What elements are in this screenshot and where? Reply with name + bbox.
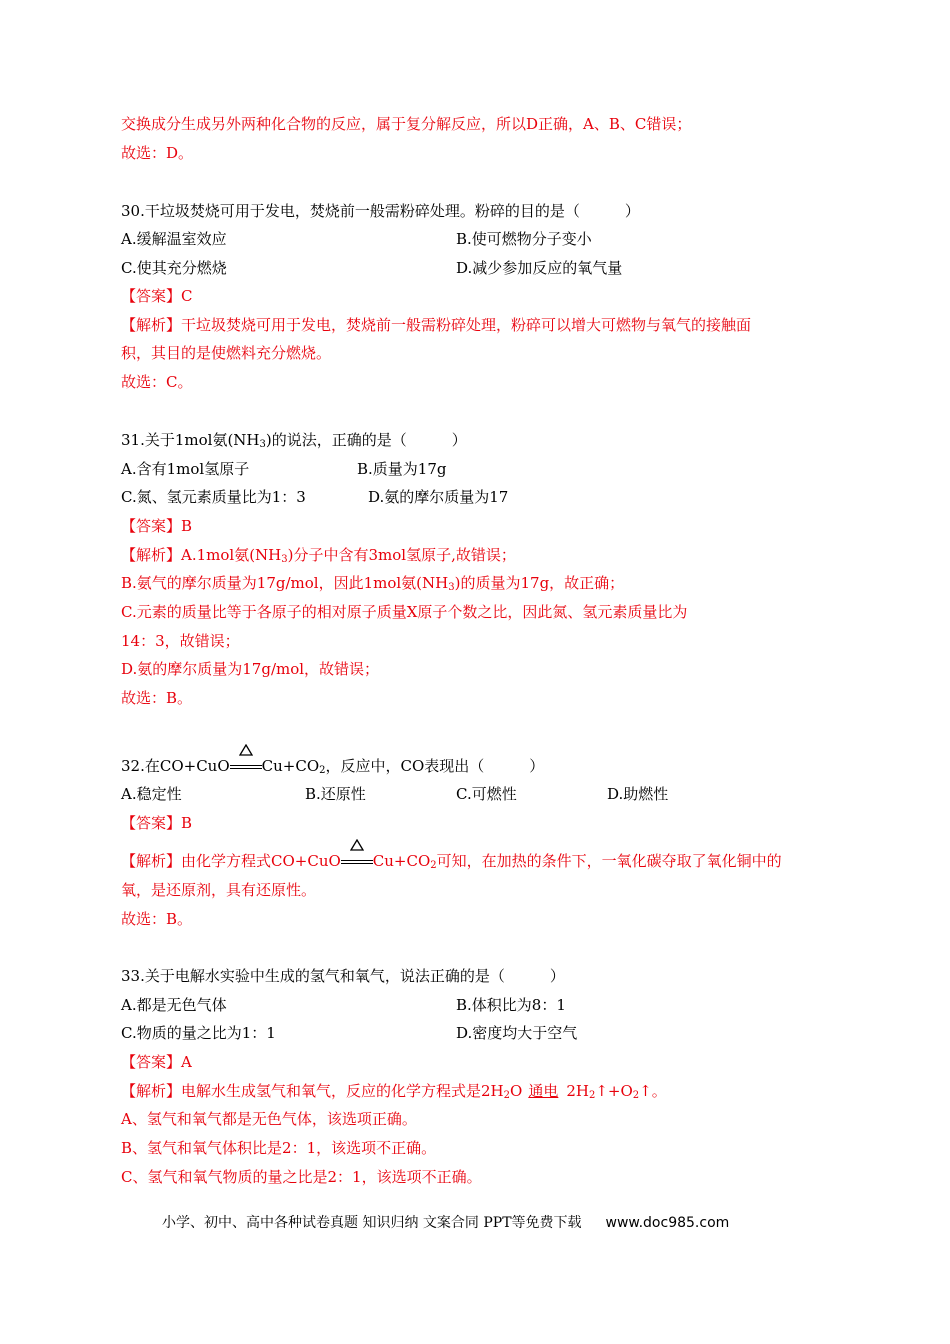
q33-explanation-1: 【解析】电解水生成氢气和氧气，反应的化学方程式是$2H_2O$ 通电 $2H_2↑+O_2↑$。: [121, 1082, 667, 1101]
q30-explanation-1: 【解析】干垃圾焚烧可用于发电，焚烧前一般需粉碎处理，粉碎可以增大可燃物与氧气的接触面: [121, 316, 752, 334]
q32-option-d: D.助燃性: [607, 785, 669, 803]
footer-site-link[interactable]: www.doc985.com: [605, 1215, 730, 1231]
q30-explanation-2: 积，其目的是使燃料充分燃烧。: [121, 344, 332, 362]
q31-explanation-4: 14：3，故错误；: [121, 632, 240, 650]
q32-choose: 故选：B。: [121, 910, 193, 928]
q33-explanation-c: C、氢气和氧气物质的量之比是2：1，该选项不正确。: [121, 1168, 482, 1186]
heat-triangle-icon: [350, 839, 364, 851]
q32-answer: 【答案】B: [121, 814, 193, 832]
q30-answer: 【答案】C: [121, 287, 193, 305]
q31-answer: 【答案】B: [121, 517, 193, 535]
prev-choose-line: 故选：D。: [121, 144, 194, 162]
q31-option-d: D.氨的摩尔质量为17: [368, 488, 509, 506]
q31-explanation-5: D.氨的摩尔质量为17g/mol，故错误；: [121, 660, 380, 678]
q30-option-d: D.减少参加反应的氧气量: [456, 259, 623, 277]
q32-explanation-2: 氧，是还原剂，具有还原性。: [121, 881, 317, 899]
q33-option-b: B.体积比为8：1: [456, 996, 566, 1014]
q33-answer: 【答案】A: [121, 1053, 192, 1071]
q32-option-c: C.可燃性: [456, 785, 517, 803]
q33-option-c: C.物质的量之比为1：1: [121, 1024, 276, 1042]
q30-option-c: C.使其充分燃烧: [121, 259, 227, 277]
q30-choose: 故选：C。: [121, 373, 193, 391]
q31-explanation-1: 【解析】A.1mol氨$(NH_3)$分子中含有3mol氢原子,故错误；: [121, 546, 516, 565]
q31-option-b: B.质量为17g: [357, 460, 447, 478]
q30-option-b: B.使可燃物分子变小: [456, 230, 592, 248]
footer-text: 小学、初中、高中各种试卷真题 知识归纳 文案合同 PPT等免费下载: [162, 1215, 582, 1231]
q31-option-c: C.氮、氢元素质量比为1：3: [121, 488, 306, 506]
q33-explanation-a: A、氢气和氧气都是无色气体，该选项正确。: [121, 1110, 417, 1128]
q30-option-a: A.缓解温室效应: [121, 230, 227, 248]
q32-option-a: A.稳定性: [121, 785, 182, 803]
q33-option-a: A.都是无色气体: [121, 996, 227, 1014]
heating-condition-symbol: [230, 756, 262, 776]
q31-stem: 31.关于1mol氨$(NH_3)$的说法，正确的是（ ）: [121, 431, 467, 450]
heat-triangle-icon: [239, 744, 253, 756]
q31-explanation-2: B.氨气的摩尔质量为17g/mol，因此1mol氨$(NH_3)$的质量为17g，故正确；: [121, 574, 625, 593]
q32-explanation-1: 【解析】由化学方程式CO+CuO $Cu+CO_2$可知，在加热的条件下，一氧化碳夺取了氧化铜中的: [121, 851, 782, 876]
q33-stem: 33.关于电解水实验中生成的氢气和氧气，说法正确的是（ ）: [121, 967, 565, 985]
q31-explanation-3: C.元素的质量比等于各原子的相对原子质量X原子个数之比，因此氮、氢元素质量比为: [121, 603, 688, 621]
q30-stem: 30.干垃圾焚烧可用于发电，焚烧前一般需粉碎处理。粉碎的目的是（ ）: [121, 202, 640, 220]
page-footer: [162, 1212, 729, 1232]
q33-option-d: D.密度均大于空气: [456, 1024, 578, 1042]
q31-choose: 故选：B。: [121, 689, 193, 707]
heating-condition-symbol: [341, 851, 373, 871]
q33-explanation-b: B、氢气和氧气体积比是2：1，该选项不正确。: [121, 1139, 437, 1157]
q32-stem: 32.在CO+CuO $Cu+CO_2$，反应中，CO表现出（ ）: [121, 756, 544, 781]
prev-explanation-line: 交换成分生成另外两种化合物的反应，属于复分解反应，所以D正确，A、B、C错误；: [121, 115, 692, 133]
q32-option-b: B.还原性: [305, 785, 366, 803]
electrolysis-condition: 通电: [528, 1082, 559, 1100]
q31-option-a: A.含有1mol氢原子: [121, 460, 250, 478]
